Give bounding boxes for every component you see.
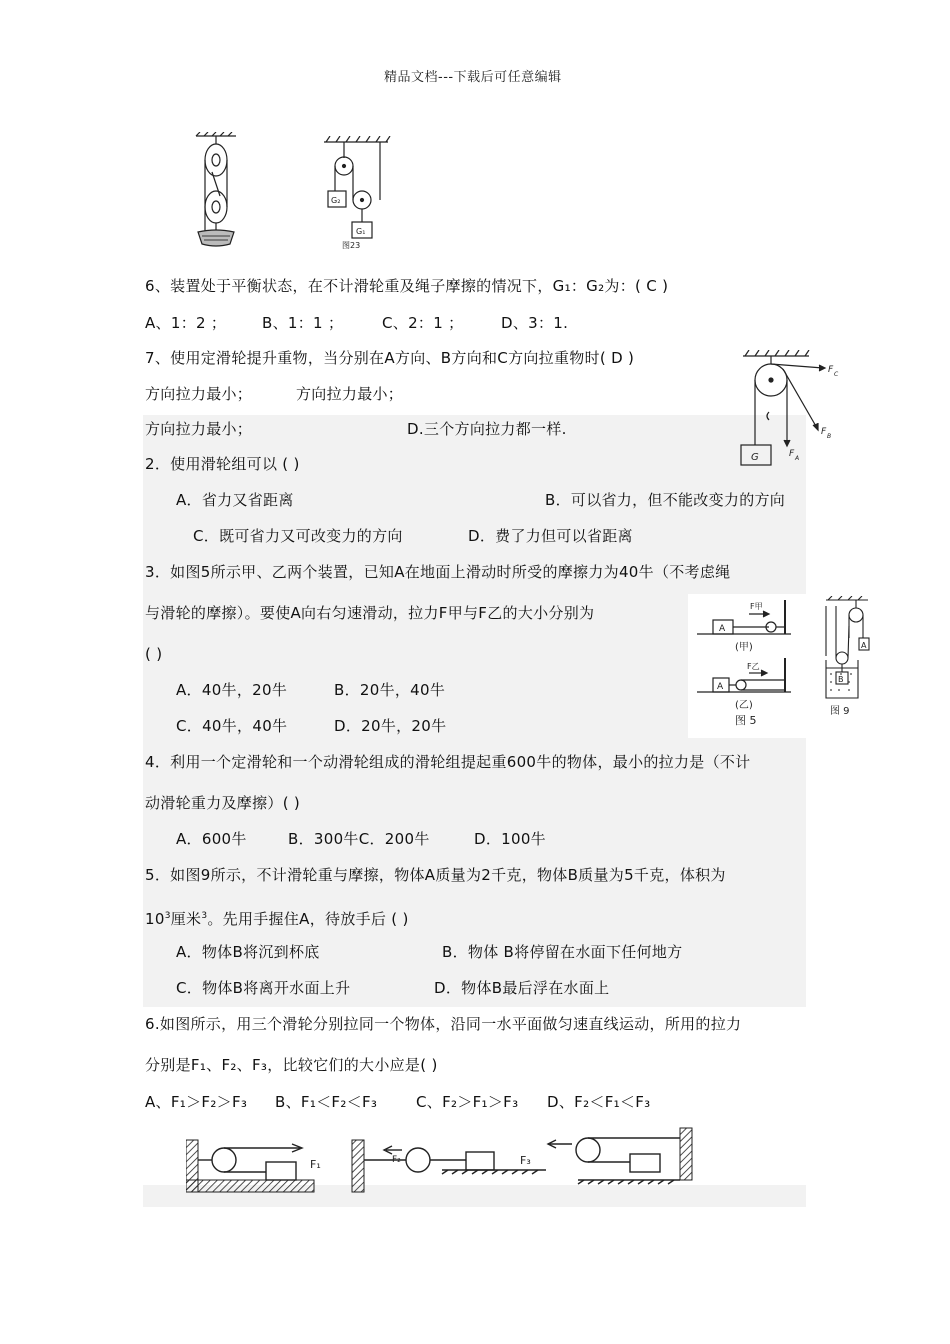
q6-option-b: B、1：1 ； (262, 314, 344, 332)
q5-exp: 3 (164, 911, 171, 921)
q7-fc-sub: C (834, 371, 839, 378)
q2-stem: 2．使用滑轮组可以 ( ) (145, 455, 300, 473)
f2-label: F₂ (392, 1155, 401, 1165)
q5-unit: 厘米 (170, 910, 202, 928)
page-header: 精品文档---下载后可任意编辑 (384, 70, 562, 85)
q5-option-d: D．物体B最后浮在水面上 (434, 979, 610, 997)
fig5-yi-block: A (717, 682, 724, 692)
q3-option-a: A．40牛，20牛 (176, 681, 288, 699)
q3-stem-line-1: 3．如图5所示甲、乙两个装置，已知A在地面上滑动时所受的摩擦力为40牛（不考虑绳 (145, 563, 731, 581)
q2-option-d: D．费了力但可以省距离 (468, 527, 633, 545)
q2-option-a: A．省力又省距离 (176, 491, 294, 509)
q7-option-b: 方向拉力最小； (296, 385, 404, 403)
f1-label: F₁ (310, 1158, 321, 1171)
q6-option-d: D、3：1. (501, 314, 569, 332)
q6-stem: 6、装置处于平衡状态，在不计滑轮重及绳子摩擦的情况下，G₁：G₂为：( C ) (145, 277, 669, 295)
q7-weight-label: G (751, 452, 759, 463)
q5-option-a: A．物体B将沉到杯底 (176, 943, 320, 961)
fig5-f-yi: F乙 (747, 662, 760, 671)
q4-option-d: D．100牛 (474, 830, 546, 848)
q5-rest: 。先用手握住A，待放手后 ( ) (207, 910, 409, 928)
q6-option-c: C、2：1 ； (382, 314, 464, 332)
q7-stem: 7、使用定滑轮提升重物，当分别在A方向、B方向和C方向拉重物时( D ) (145, 349, 635, 367)
q7-option-d: D.三个方向拉力都一样. (407, 420, 567, 438)
q3-stem-line-3: ( ) (145, 645, 163, 663)
q3-option-c: C．40牛，40牛 (176, 717, 288, 735)
q5-stem-line-1: 5．如图9所示，不计滑轮重与摩擦，物体A质量为2千克，物体B质量为5千克，体积为 (145, 866, 726, 884)
fig5-jia-block: A (719, 624, 726, 634)
q7-fc-label: F (828, 365, 834, 375)
fig9-block-b: B (838, 675, 844, 684)
q7-fa-label: F (789, 449, 795, 459)
q7-pulley-figure (735, 350, 845, 472)
q3-stem-line-2: 与滑轮的摩擦）。要使A向右匀速滑动，拉力F甲与F乙的大小分别为 (145, 604, 595, 622)
q5-unit-exp: 3 (201, 911, 208, 921)
q5-option-b: B．物体 B将停留在水面下任何地方 (442, 943, 683, 961)
basket-pulley-figure (192, 132, 242, 250)
q7-option-c: 方向拉力最小； (145, 420, 253, 438)
fig5-yi-caption: (乙) (735, 700, 753, 711)
q6b-option-a: A、F₁＞F₂＞F₃ (145, 1093, 248, 1111)
g2-label: G₂ (331, 196, 341, 205)
q4-option-bc: B．300牛C．200牛 (288, 830, 430, 848)
fig5-caption: 图 5 (735, 714, 757, 727)
q6b-option-c: C、F₂＞F₁＞F₃ (416, 1093, 519, 1111)
q5-option-c: C．物体B将离开水面上升 (176, 979, 351, 997)
figure-9 (822, 596, 872, 720)
q2-option-b: B．可以省力，但不能改变力的方向 (545, 491, 786, 509)
figure-23-caption: 图23 (342, 241, 361, 250)
q7-fb-label: F (821, 427, 827, 437)
fig5-jia-caption: (甲) (735, 642, 753, 653)
q5-ten: 10 (145, 910, 165, 928)
q4-stem-line-1: 4．利用一个定滑轮和一个动滑轮组成的滑轮组提起重600牛的物体，最小的拉力是（不计 (145, 753, 751, 771)
f3-label: F₃ (520, 1154, 531, 1167)
q6b-option-b: B、F₁＜F₂＜F₃ (275, 1093, 378, 1111)
q7-option-a: 方向拉力最小； (145, 385, 253, 403)
q6b-option-d: D、F₂＜F₁＜F₃ (547, 1093, 651, 1111)
q3-option-b: B．20牛，40牛 (334, 681, 446, 699)
fig5-f-jia: F甲 (750, 602, 763, 611)
three-pulleys-figure (186, 1126, 696, 1196)
q4-option-a: A．600牛 (176, 830, 247, 848)
figure-5 (695, 596, 805, 730)
q6b-stem-line-1: 6.如图所示，用三个滑轮分别拉同一个物体，沿同一水平面做匀速直线运动，所用的拉力 (145, 1015, 742, 1033)
q7-fa-sub: A (795, 455, 800, 462)
q2-option-c: C．既可省力又可改变力的方向 (193, 527, 403, 545)
q3-option-d: D．20牛，20牛 (334, 717, 447, 735)
q5-stem-line-2 (145, 906, 409, 929)
q6b-stem-line-2: 分别是F₁、F₂、F₃，比较它们的大小应是( ) (145, 1056, 438, 1074)
figure-23 (320, 136, 392, 252)
fig9-block-a: A (861, 641, 867, 650)
q6-option-a: A、1：2 ； (145, 314, 227, 332)
g1-label: G₁ (356, 227, 366, 236)
fig9-caption: 图 9 (830, 706, 850, 717)
q7-fb-sub: B (827, 433, 832, 440)
q4-stem-line-2: 动滑轮重力及摩擦）( ) (145, 794, 301, 812)
